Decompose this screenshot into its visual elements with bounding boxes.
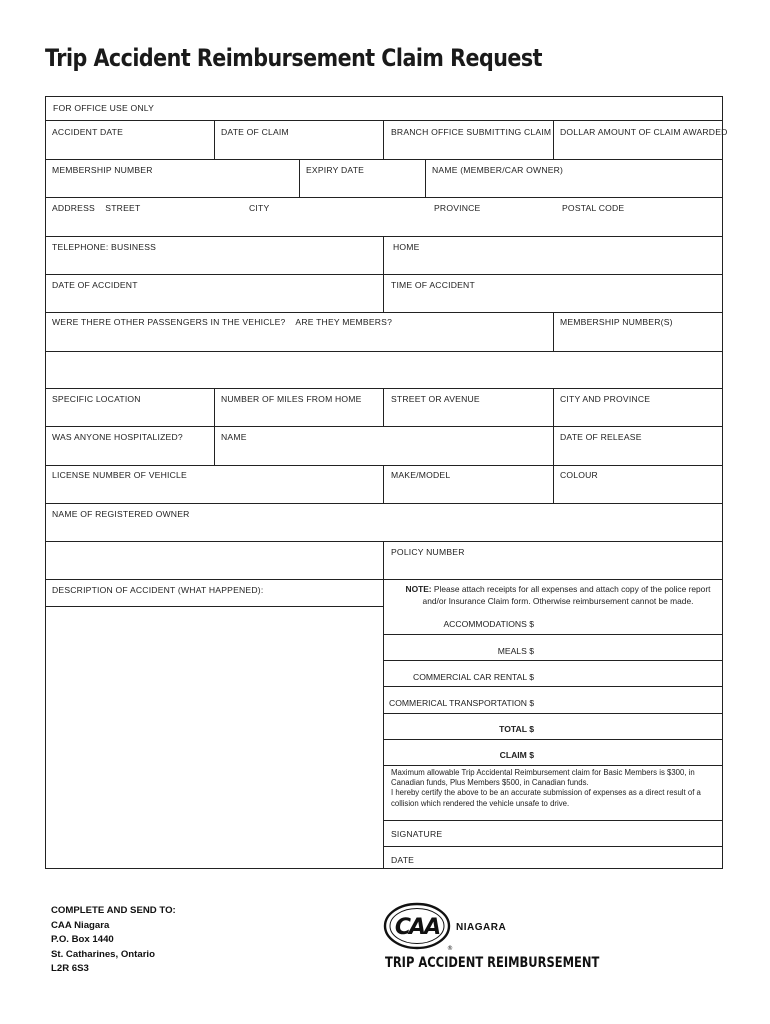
divider (553, 465, 554, 503)
divider (383, 820, 723, 821)
make-model-label: MAKE/MODEL (391, 470, 451, 480)
office-use-label: FOR OFFICE USE ONLY (53, 103, 155, 113)
colour-label: COLOUR (560, 470, 598, 480)
hospitalized-input[interactable] (50, 447, 210, 461)
divider (299, 159, 300, 197)
divider (383, 274, 384, 312)
accident-date-label: ACCIDENT DATE (52, 127, 124, 137)
accident-date-input[interactable] (50, 141, 210, 155)
divider (553, 388, 554, 426)
divider (45, 120, 723, 121)
caa-logo (383, 900, 455, 952)
logo-mark: CAA (394, 915, 440, 940)
meals-input[interactable] (538, 645, 718, 658)
divider (214, 388, 215, 426)
send-to-org: CAA Niagara (51, 919, 110, 931)
claim-input[interactable] (538, 749, 718, 762)
license-number-label: LICENSE NUMBER OF VEHICLE (52, 470, 187, 480)
time-of-accident-input[interactable] (388, 294, 718, 308)
divider (214, 426, 215, 465)
make-model-input[interactable] (388, 485, 548, 499)
date-of-release-input[interactable] (558, 447, 718, 461)
expiry-date-label: EXPIRY DATE (306, 165, 365, 175)
send-to-address (51, 904, 176, 977)
address-street-input[interactable] (50, 218, 240, 232)
registered-owner-continued-input[interactable] (50, 552, 378, 572)
divider (383, 713, 723, 714)
send-to-box: P.O. Box 1440 (51, 934, 114, 946)
miles-from-home-label: NUMBER OF MILES FROM HOME (221, 394, 362, 404)
divider (45, 274, 723, 275)
home-phone-label: HOME (393, 242, 420, 252)
send-to-heading: COMPLETE AND SEND TO: (51, 905, 176, 916)
divider (45, 579, 723, 580)
car-rental-input[interactable] (538, 671, 718, 684)
date-of-claim-label: DATE OF CLAIM (221, 127, 289, 137)
miles-from-home-input[interactable] (219, 408, 379, 422)
note-prefix: NOTE: (405, 584, 432, 594)
membership-number-input[interactable] (50, 179, 295, 193)
province-label: PROVINCE (434, 203, 481, 213)
hospital-name-label: NAME (221, 432, 247, 442)
dollar-amount-input[interactable] (558, 141, 718, 155)
divider (45, 351, 723, 352)
city-input[interactable] (247, 218, 427, 232)
signature-label: SIGNATURE (391, 829, 443, 839)
send-to-postal: L2R 6S3 (51, 963, 89, 975)
hospital-name-input[interactable] (219, 447, 549, 461)
hospitalized-label: WAS ANYONE HOSPITALIZED? (52, 432, 183, 442)
claim-label: CLAIM $ (499, 750, 534, 760)
date-of-claim-input[interactable] (219, 141, 379, 155)
passengers-label: WERE THERE OTHER PASSENGERS IN THE VEHICLE? ARE THEY MEMBERS? (52, 317, 393, 327)
divider (383, 660, 723, 661)
transportation-input[interactable] (538, 697, 718, 710)
send-to-city: St. Catharines, Ontario (51, 948, 155, 960)
car-rental-label: COMMERCIAL CAR RENTAL $ (413, 672, 534, 682)
receipts-note (393, 584, 723, 607)
divider (553, 120, 554, 159)
telephone-business-label: TELEPHONE: BUSINESS (52, 242, 157, 252)
branch-office-input[interactable] (388, 141, 548, 155)
name-member-input[interactable] (430, 179, 718, 193)
fine-print (391, 768, 721, 809)
divider (383, 120, 384, 159)
divider (553, 312, 554, 351)
date-input[interactable] (420, 852, 718, 866)
divider (45, 388, 723, 389)
divider (214, 120, 215, 159)
divider (45, 503, 723, 504)
passengers-continued-input[interactable] (50, 362, 718, 380)
divider (383, 846, 723, 847)
maximum-allowable-text: Maximum allowable Trip Accidental Reimbursement claim for Basic Members is $300, in Canadian funds, Plus Members $500, in Canadian funds. (391, 768, 695, 788)
postal-code-label: POSTAL CODE (562, 203, 625, 213)
home-phone-input[interactable] (388, 256, 718, 270)
city-province-input[interactable] (558, 408, 718, 422)
date-of-release-label: DATE OF RELEASE (560, 432, 642, 442)
certify-text: I hereby certify the above to be an accurate submission of expenses as a direct result of a collision which rendered the vehicle unsafe to drive. (391, 788, 701, 808)
specific-location-label: SPECIFIC LOCATION (52, 394, 141, 404)
note-text: Please attach receipts for all expenses and attach copy of the police report and/or Insurance Claim form. Otherwise reimbursement cannot be made. (422, 584, 711, 606)
name-member-label: NAME (MEMBER/CAR OWNER) (432, 165, 564, 175)
total-label: TOTAL $ (499, 724, 534, 734)
transportation-label: COMMERICAL TRANSPORTATION $ (389, 698, 535, 708)
signature-input[interactable] (445, 827, 718, 841)
divider (383, 739, 723, 740)
divider (383, 388, 384, 426)
branch-office-label: BRANCH OFFICE SUBMITTING CLAIM (391, 127, 552, 137)
address-street-label: ADDRESS STREET (52, 203, 141, 213)
description-textarea[interactable] (47, 606, 385, 872)
expiry-date-input[interactable] (304, 179, 421, 193)
divider (383, 634, 723, 635)
divider (383, 686, 723, 687)
policy-number-input[interactable] (476, 552, 718, 572)
page-title: Trip Accident Reimbursement Claim Request (45, 44, 542, 72)
divider (383, 765, 723, 766)
divider (45, 236, 723, 237)
street-avenue-input[interactable] (388, 408, 548, 422)
policy-number-label: POLICY NUMBER (391, 547, 465, 557)
time-of-accident-label: TIME OF ACCIDENT (391, 280, 475, 290)
registered-owner-label: NAME OF REGISTERED OWNER (52, 509, 190, 519)
registered-mark: ® (447, 945, 453, 952)
divider (425, 159, 426, 197)
divider (45, 541, 723, 542)
specific-location-input[interactable] (50, 408, 210, 422)
city-label: CITY (249, 203, 270, 213)
description-label: DESCRIPTION OF ACCIDENT (WHAT HAPPENED): (52, 585, 264, 595)
passengers-input[interactable] (50, 333, 548, 347)
accommodations-input[interactable] (538, 618, 718, 631)
membership-numbers-label: MEMBERSHIP NUMBER(S) (560, 317, 673, 327)
membership-number-label: MEMBERSHIP NUMBER (52, 165, 153, 175)
divider (553, 426, 554, 465)
logo-region: NIAGARA (456, 922, 507, 933)
dollar-amount-label: DOLLAR AMOUNT OF CLAIM AWARDED (560, 127, 728, 137)
registered-owner-input[interactable] (50, 523, 718, 537)
date-of-accident-input[interactable] (50, 294, 378, 308)
divider (45, 426, 723, 427)
province-input[interactable] (432, 218, 557, 232)
license-number-input[interactable] (50, 485, 378, 499)
postal-code-input[interactable] (560, 218, 718, 232)
membership-numbers-input[interactable] (558, 333, 718, 347)
divider (45, 159, 723, 160)
divider (45, 312, 723, 313)
accommodations-label: ACCOMMODATIONS $ (443, 619, 534, 629)
city-province-label: CITY AND PROVINCE (560, 394, 651, 404)
colour-input[interactable] (558, 485, 718, 499)
date-label: DATE (391, 855, 415, 865)
total-input[interactable] (538, 723, 718, 736)
date-of-accident-label: DATE OF ACCIDENT (52, 280, 138, 290)
divider (383, 465, 384, 503)
divider (45, 465, 723, 466)
footer-title: TRIP ACCIDENT REIMBURSEMENT (385, 955, 600, 971)
meals-label: MEALS $ (497, 646, 534, 656)
telephone-business-input[interactable] (50, 256, 378, 270)
street-avenue-label: STREET OR AVENUE (391, 394, 480, 404)
divider (45, 197, 723, 198)
divider (383, 236, 384, 274)
